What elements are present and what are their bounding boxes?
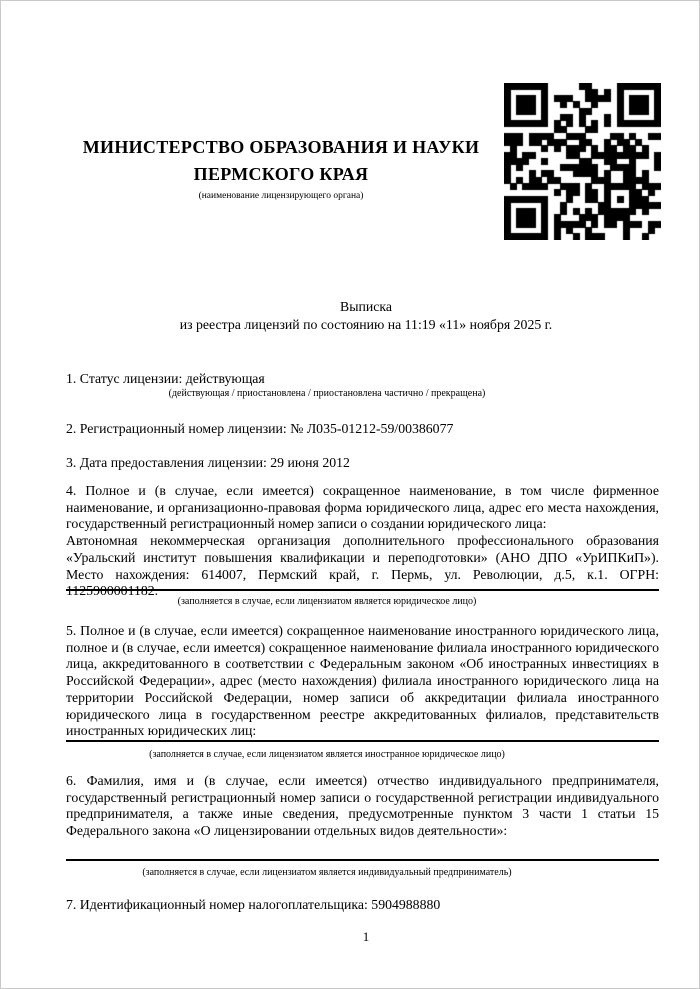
ministry-name-line2: ПЕРМСКОГО КРАЯ (193, 164, 369, 184)
page-number: 1 (362, 929, 370, 944)
qr-code (504, 83, 661, 240)
item-4-value: Автономная некоммерческая организация дополнительного профессионального образования «Уральский институт повышения квалификации и переподготовки» (АНО ДПО «УрИПКиП»). Место нахождения: 614007, Пермский край, г. Пермь, ул. Революции, д.5, к.1. ОГРН: 1125900001182. (66, 533, 659, 599)
item-6-label: 6. Фамилия, имя и (в случае, если имеется) отчество индивидуального предпринимателя, государственный регистрационный номер записи о государственной регистрации индивидуального предпринимателя, а также иные сведения, предусмотренные пунктом 3 части 1 статьи 15 Федерального закона «О лицензировании отдельных видов деятельности»: (66, 773, 659, 839)
item-2-registration-number: 2. Регистрационный номер лицензии: № Л035-01212-59/00386077 (66, 421, 454, 436)
document-title-line1: Выписка (340, 299, 392, 314)
document-title-line2: из реестра лицензий по состоянию на 11:19 «11» ноября 2025 г. (179, 316, 553, 332)
item-6-field-line (66, 859, 659, 861)
item-5-label: 5. Полное и (в случае, если имеется) сокращенное наименование иностранного юридического лица, полное и (в случае, если имеется) сокращенное наименование филиала иностранного юридического лица, аккредитованного в соответствии с Федеральным законом «Об иностранных инвестициях в Российской Федерации», адрес (место нахождения) филиала иностранного юридического лица на территории Российской Федерации, номер записи об аккредитации филиала иностранного юридического лица в государственном реестре аккредитованных филиалов, представительств иностранных юридических лиц: (66, 623, 659, 739)
item-3-grant-date: 3. Дата предоставления лицензии: 29 июня 2012 (66, 455, 350, 470)
item-4-legal-entity (66, 483, 659, 600)
ministry-name-line1: МИНИСТЕРСТВО ОБРАЗОВАНИЯ И НАУКИ (82, 137, 480, 157)
item-4-caption: (заполняется в случае, если лицензиатом является юридическое лицо) (177, 596, 477, 607)
item-1-status: 1. Статус лицензии: действующая (66, 371, 265, 386)
item-5-caption: (заполняется в случае, если лицензиатом является иностранное юридическое лицо) (149, 749, 505, 760)
ministry-header (66, 134, 496, 203)
item-4-label: 4. Полное и (в случае, если имеется) сокращенное наименование, в том числе фирменное наименование, и организационно-правовая форма юридического лица, адрес его места нахождения, государственный регистрационный номер записи о создании юридического лица: (66, 483, 659, 532)
ministry-caption: (наименование лицензирующего органа) (198, 191, 364, 201)
item-7-taxpayer-id: 7. Идентификационный номер налогоплательщика: 5904988880 (66, 897, 441, 912)
item-6-individual-entrepreneur (66, 773, 659, 840)
item-6-caption: (заполняется в случае, если лицензиатом является индивидуальный предприниматель) (142, 867, 512, 878)
item-5-field-line (66, 740, 659, 742)
item-4-field-line (66, 589, 659, 591)
item-5-foreign-entity (66, 623, 659, 740)
item-1-caption: (действующая / приостановлена / приостановлена частично / прекращена) (168, 388, 486, 399)
document-title (66, 298, 666, 333)
